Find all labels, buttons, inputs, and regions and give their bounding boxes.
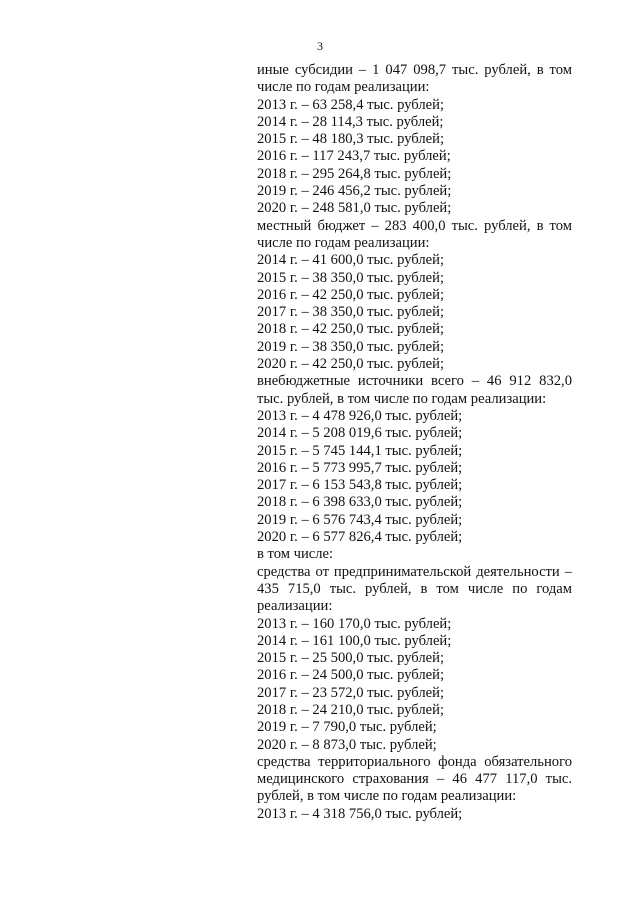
- text-line: 2018 г. – 24 210,0 тыс. рублей;: [257, 701, 444, 718]
- text-line: 2018 г. – 42 250,0 тыс. рублей;: [257, 321, 444, 338]
- text-line: 2016 г. – 5 773 995,7 тыс. рублей;: [257, 459, 463, 476]
- text-line: 2014 г. – 28 114,3 тыс. рублей;: [257, 113, 444, 130]
- text-line: 2016 г. – 24 500,0 тыс. рублей;: [257, 667, 444, 684]
- paragraph: средства от предпринимательской деятельности – 435 715,0 тыс. рублей, в том числе по годам реализации:: [257, 563, 572, 615]
- text-line: 2013 г. – 4 318 756,0 тыс. рублей;: [257, 805, 463, 822]
- text-line: 2018 г. – 6 398 633,0 тыс. рублей;: [257, 494, 463, 511]
- text-line: 2013 г. – 4 478 926,0 тыс. рублей;: [257, 407, 463, 424]
- text-line: 2013 г. – 63 258,4 тыс. рублей;: [257, 96, 444, 113]
- text-line: в том числе:: [257, 546, 334, 563]
- text-line: 2015 г. – 38 350,0 тыс. рублей;: [257, 269, 444, 286]
- text-line: 2013 г. – 160 170,0 тыс. рублей;: [257, 615, 452, 632]
- text-line: 2016 г. – 117 243,7 тыс. рублей;: [257, 148, 451, 165]
- text-line: 2014 г. – 5 208 019,6 тыс. рублей;: [257, 425, 463, 442]
- text-line: 2018 г. – 295 264,8 тыс. рублей;: [257, 165, 452, 182]
- document-body: [257, 62, 572, 823]
- text-line: 2014 г. – 161 100,0 тыс. рублей;: [257, 632, 452, 649]
- text-line: 2020 г. – 42 250,0 тыс. рублей;: [257, 356, 444, 373]
- paragraph: местный бюджет – 283 400,0 тыс. рублей, в том числе по годам реализации:: [257, 217, 572, 251]
- text-line: 2019 г. – 7 790,0 тыс. рублей;: [257, 719, 437, 736]
- text-line: 2017 г. – 6 153 543,8 тыс. рублей;: [257, 477, 463, 494]
- paragraph: иные субсидии – 1 047 098,7 тыс. рублей, в том числе по годам реализации:: [257, 62, 572, 96]
- text-line: 2016 г. – 42 250,0 тыс. рублей;: [257, 286, 444, 303]
- text-line: 2015 г. – 5 745 144,1 тыс. рублей;: [257, 442, 463, 459]
- text-line: 2019 г. – 246 456,2 тыс. рублей;: [257, 183, 452, 200]
- paragraph: внебюджетные источники всего – 46 912 832,0 тыс. рублей, в том числе по годам реализации:: [257, 373, 572, 407]
- text-line: 2020 г. – 248 581,0 тыс. рублей;: [257, 200, 452, 217]
- text-line: 2015 г. – 25 500,0 тыс. рублей;: [257, 650, 444, 667]
- text-line: 2020 г. – 6 577 826,4 тыс. рублей;: [257, 529, 463, 546]
- text-line: 2017 г. – 38 350,0 тыс. рублей;: [257, 304, 444, 321]
- text-line: 2019 г. – 38 350,0 тыс. рублей;: [257, 338, 444, 355]
- page-number: 3: [317, 39, 323, 53]
- text-line: 2020 г. – 8 873,0 тыс. рублей;: [257, 736, 437, 753]
- text-line: 2015 г. – 48 180,3 тыс. рублей;: [257, 131, 444, 148]
- paragraph: средства территориального фонда обязательного медицинского страхования – 46 477 117,0 тыс. рублей, в том числе по годам реализации:: [257, 753, 572, 805]
- text-line: 2014 г. – 41 600,0 тыс. рублей;: [257, 252, 444, 269]
- text-line: 2017 г. – 23 572,0 тыс. рублей;: [257, 684, 444, 701]
- text-line: 2019 г. – 6 576 743,4 тыс. рублей;: [257, 511, 463, 528]
